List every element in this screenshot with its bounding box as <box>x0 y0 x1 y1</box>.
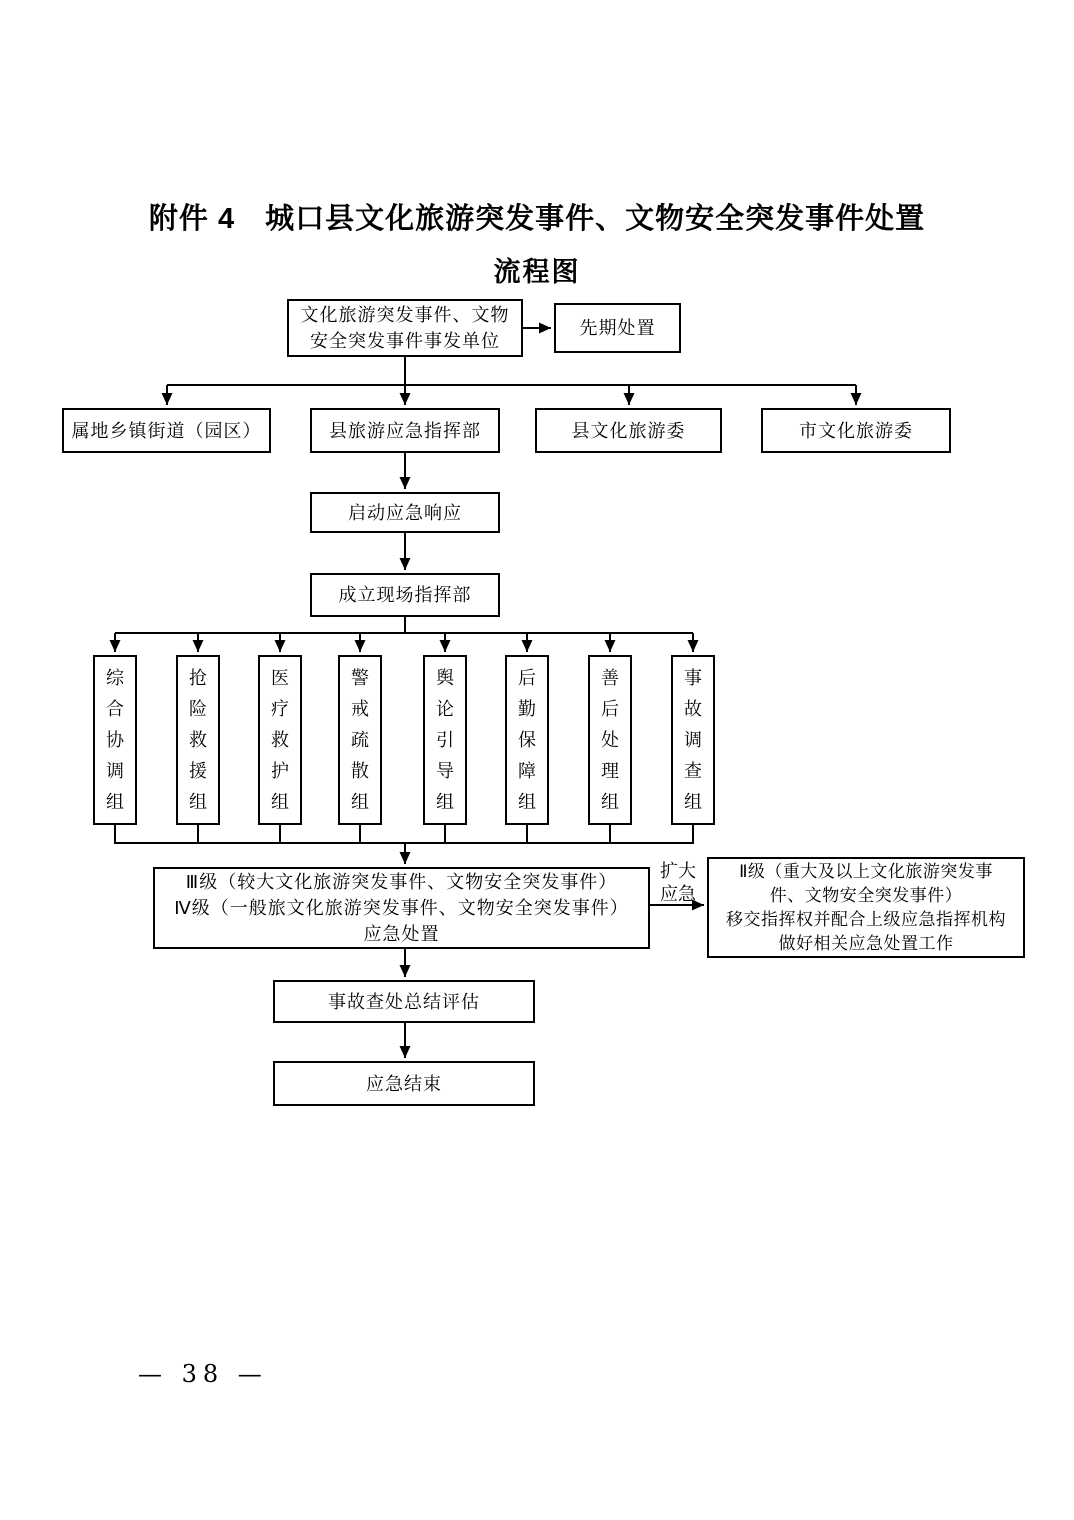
initial-disposal-box: 先期处置 <box>554 303 681 353</box>
level-2-line4: 做好相关应急处置工作 <box>778 933 954 953</box>
event-source-unit-box <box>287 299 523 357</box>
event-source-unit-line2: 安全突发事件事发单位 <box>310 331 500 351</box>
work-group-label: 抢险救援组 <box>189 667 207 812</box>
work-group-logistics-box <box>505 655 549 825</box>
level-2-line3: 移交指挥权并配合上级应急指挥机构 <box>726 909 1006 929</box>
summary-evaluation-box: 事故查处总结评估 <box>273 980 535 1023</box>
level-3-4-disposal-box <box>153 867 650 949</box>
work-group-label: 警戒疏散组 <box>351 667 369 812</box>
start-response-box: 启动应急响应 <box>310 492 500 533</box>
report-unit-township-box: 属地乡镇街道（园区） <box>62 408 271 453</box>
level-2-line2: 件、文物安全突发事件） <box>769 885 963 905</box>
work-group-medical-box <box>258 655 302 825</box>
work-group-label: 善后处理组 <box>601 667 619 812</box>
document-title: 附件 4 城口县文化旅游突发事件、文物安全突发事件处置 <box>148 203 926 235</box>
work-group-investigation-box <box>671 655 715 825</box>
page-number: — 38 — <box>138 1360 268 1388</box>
expand-emergency-line2: 应急 <box>660 884 696 904</box>
work-group-label: 医疗救护组 <box>271 667 289 812</box>
report-unit-county-culture-tourism-box: 县文化旅游委 <box>535 408 722 453</box>
expand-emergency-line1: 扩大 <box>660 861 696 881</box>
work-group-coordination-box <box>93 655 137 825</box>
work-group-rescue-box <box>176 655 220 825</box>
level-2-line1: Ⅱ级（重大及以上文化旅游突发事 <box>739 861 993 881</box>
report-unit-county-tourism-command-box: 县旅游应急指挥部 <box>310 408 500 453</box>
level-3-4-line1: Ⅲ级（较大文化旅游突发事件、文物安全突发事件） <box>185 872 618 892</box>
level-2-transfer-box <box>707 857 1025 958</box>
level-3-4-line2: Ⅳ级（一般旅文化旅游突发事件、文物安全突发事件） <box>174 898 629 918</box>
report-unit-city-culture-tourism-box: 市文化旅游委 <box>761 408 951 453</box>
flowchart-title: 流程图 <box>493 257 581 287</box>
work-group-label: 舆论引导组 <box>436 667 454 812</box>
event-source-unit-line1: 文化旅游突发事件、文物 <box>300 305 510 325</box>
work-group-label: 综合协调组 <box>106 667 124 812</box>
work-group-label: 事故调查组 <box>684 667 702 812</box>
work-group-aftermath-box <box>588 655 632 825</box>
work-group-public-opinion-box <box>423 655 467 825</box>
emergency-end-box: 应急结束 <box>273 1061 535 1106</box>
expand-emergency-label <box>651 860 705 906</box>
level-3-4-line3: 应急处置 <box>363 924 440 944</box>
work-group-label: 后勤保障组 <box>518 667 536 812</box>
site-command-box: 成立现场指挥部 <box>310 573 500 617</box>
work-group-evacuation-box <box>338 655 382 825</box>
